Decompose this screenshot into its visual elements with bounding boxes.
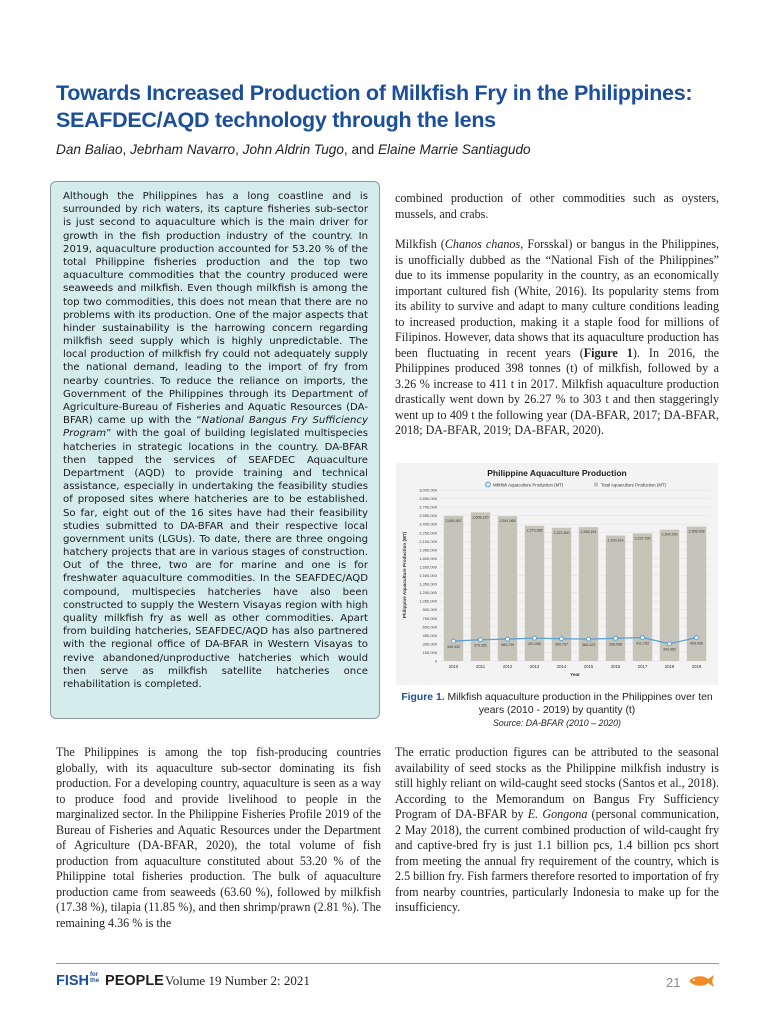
- abstract-text: Although the Philippines has a long coastline and is surrounded by rich waters, its capture fisheries sub-sector is just second to aquaculture which is the main driver for growth in the fish production industry of the country. In 2019, aquaculture production accounted for 53.20 % of the total Philippine fisheries production and the top two aquaculture commodities that the country produced were seaweeds and milkfish. Even though milkfish is among the top two commodities, this does not mean that there are no problems with its production. One of the major aspects that hinder sustainability is the harrowing concern regarding milkfish seed supply which is highly unpredictable. The local production of milkfish fry could not adequately supply the national demand, leading to the import of fry from nearby countries. To reduce the reliance on imports, the Government of the Philippines through its Department of Agriculture-Bureau of Fisheries and Aquatic Resources (DA-BFAR) came up with the “National Bangus Fry Sufficiency Program” with the goal of building legislated multispecies hatcheries in strategic locations in the country. DA-BFAR then tapped the services of SEAFDEC Aquaculture Department (AQD) to provide training and technical assistance, especially in undertaking the feasibility studies of proposed sites where hatcheries are to be established. So far, eight out of the 16 sites have had their feasibility studies submitted to DA-BFAR and their respective local government units (LGUs). To date, there are three ongoing hatchery projects that are in various stages of construction. Out of the three, two are for marine and one is for freshwater aquaculture commodities. In the SEAFDEC/AQD compound, multispecies hatcheries have also been constructed to supply the Western Visayas region with high quality milkfish fry as well as other commodities. Apart from building hatcheries, SEAFDEC/AQD has also partnered with the regional office of DA-BFAR in Western Visayas to revive abandoned/unproductive hatcheries which would then serve as milkfish satellite hatcheries once rehabilitation is completed.: [63, 191, 368, 690]
- legend-label-milkfish: Milkfish Aquaculture Production (MT): [493, 482, 564, 488]
- y-tick-label: 2,850,000: [419, 496, 437, 502]
- legend-marker-milkfish: [486, 482, 491, 487]
- y-tick-label: 1,050,000: [419, 598, 437, 604]
- x-tick-label: 2013: [529, 664, 540, 669]
- body-column-right-erratic: [395, 745, 719, 916]
- species-name: Chanos chanos: [444, 237, 521, 251]
- bar-data-label: 2,237,790: [634, 536, 651, 541]
- body-column-left: [56, 745, 381, 931]
- bar-data-label: 2,358,208: [688, 529, 705, 534]
- point-data-label: 411,153: [636, 641, 649, 646]
- fish-icon: [687, 974, 715, 988]
- point-data-label: 398,088: [609, 642, 622, 647]
- page-number: 21: [666, 975, 681, 990]
- y-tick-label: 1,200,000: [419, 590, 437, 596]
- point-milkfish-production: [479, 638, 483, 642]
- body-paragraph: Milkfish (Chanos chanos, Forsskal) or bangus in the Philippines, is unofficially dubbed as the “National Fish of the Philippines” due to its immense popularity in the country, as an economically important cultured fish (White, 2016). Its popularity stems from its ability to survive and adapt to many culture conditions leading to increased production, making it a staple food for millions of Filipinos. However, data shows that its aquaculture production has been fluctuating in recent years (Figure 1). In 2016, the Philippines produced 398 tonnes (t) of milkfish, followed by a 3.26 % increase to 411 t in 2017. Milkfish aquaculture production drastically went down by 26.27 % to 303 t and then staggeringly went up to 409 t the following year (DA-BFAR, 2017; DA-BFAR, 2018; DA-BFAR, 2019; DA-BFAR, 2020).: [395, 237, 719, 437]
- body-paragraph: The Philippines is among the top fish-producing countries globally, with its aquaculture sub-sector dominating its fish production. For a developing country, aquaculture is seen as a way to produce food and provide livelihood to people in the marginalized sector. In the Philippine Fisheries Profile 2019 of the Bureau of Fisheries and Aquatic Resources under the Department of Agriculture (DA-BFAR, 2020), the total volume of fish production from aquaculture constituted about 53.20 % of the Philippine total fisheries production. The bulk of aquaculture production came from seaweeds (63.60 %), followed by milkfish (17.38 %), tilapia (11.85 %), and then shrimp/prawn (2.81 %). The remaining 4.36 % is the: [56, 745, 381, 930]
- y-tick-label: 2,400,000: [419, 521, 437, 527]
- y-tick-label: 600,000: [422, 624, 437, 630]
- chart-title: Philippine Aquaculture Production: [487, 468, 627, 478]
- point-data-label: 409,906: [690, 641, 703, 646]
- point-data-label: 384,423: [582, 643, 595, 648]
- point-milkfish-production: [452, 639, 456, 643]
- y-tick-label: 750,000: [422, 615, 437, 621]
- x-tick-label: 2016: [610, 664, 621, 669]
- legend-marker-total: [594, 483, 598, 487]
- author-list: Dan Baliao, Jebrham Navarro, John Aldrin Tugo, and Elaine Marrie Santiagudo: [56, 142, 531, 157]
- y-tick-label: 2,700,000: [419, 504, 437, 510]
- y-tick-label: 2,550,000: [419, 513, 437, 519]
- point-milkfish-production: [614, 636, 618, 640]
- bar-data-label: 2,608,120: [472, 515, 489, 520]
- y-tick-label: 0: [434, 658, 437, 664]
- x-tick-label: 2014: [556, 664, 567, 669]
- point-milkfish-production: [668, 642, 672, 646]
- y-axis-label: Philippine Aquaculture Production (MT): [402, 531, 407, 619]
- y-tick-label: 2,250,000: [419, 530, 437, 536]
- bar-data-label: 2,545,967: [445, 518, 462, 523]
- title-line-2: SEAFDEC/AQD technology through the lens: [56, 108, 496, 132]
- person-name: E. Gongona: [527, 807, 588, 821]
- chart-svg: [396, 463, 718, 685]
- y-tick-label: 1,800,000: [419, 555, 437, 561]
- author-name: John Aldrin Tugo: [242, 142, 344, 157]
- x-tick-label: 2015: [583, 664, 594, 669]
- point-data-label: 384,739: [501, 643, 514, 648]
- point-data-label: 303,052: [663, 647, 676, 652]
- x-tick-label: 2012: [502, 664, 513, 669]
- x-axis-label: Year: [570, 672, 580, 677]
- point-data-label: 390,737: [555, 642, 568, 647]
- author-name: Jebrham Navarro: [130, 142, 236, 157]
- bar-data-label: 2,337,600: [553, 530, 570, 535]
- point-milkfish-production: [641, 636, 645, 640]
- point-milkfish-production: [695, 636, 699, 640]
- y-tick-label: 1,350,000: [419, 581, 437, 587]
- bar-data-label: 2,200,914: [607, 538, 624, 543]
- production-chart: [396, 463, 718, 685]
- x-tick-label: 2010: [448, 664, 459, 669]
- y-tick-label: 2,100,000: [419, 538, 437, 544]
- legend-label-total: Total Aquaculture Production (MT): [601, 482, 666, 488]
- figure-label: Figure 1.: [401, 692, 445, 703]
- program-name: National Bangus Fry Sufficiency Program: [63, 415, 368, 440]
- x-tick-label: 2017: [637, 664, 648, 669]
- y-tick-label: 1,650,000: [419, 564, 437, 570]
- y-tick-label: 300,000: [422, 641, 437, 647]
- article-title: [56, 80, 726, 134]
- figure-caption-text: Milkfish aquaculture production in the Philippines over ten years (2010 - 2019) by quantity (t): [444, 692, 713, 716]
- body-column-right-milkfish: [395, 237, 719, 439]
- x-tick-label: 2019: [691, 664, 702, 669]
- x-tick-label: 2018: [664, 664, 675, 669]
- point-data-label: 373,362: [474, 643, 487, 648]
- author-name: Dan Baliao: [56, 142, 123, 157]
- bar-total-production: [525, 526, 544, 661]
- abstract-box: [50, 181, 380, 719]
- y-tick-label: 1,950,000: [419, 547, 437, 553]
- point-milkfish-production: [587, 637, 591, 641]
- point-milkfish-production: [533, 636, 537, 640]
- y-tick-label: 900,000: [422, 607, 437, 613]
- bar-data-label: 2,373,386: [526, 528, 543, 533]
- bar-data-label: 2,541,965: [499, 519, 516, 524]
- point-milkfish-production: [506, 637, 510, 641]
- title-line-1: Towards Increased Production of Milkfish Fry in the Philippines:: [56, 81, 693, 105]
- figure-reference: Figure 1: [583, 345, 633, 360]
- body-paragraph: combined production of other commodities such as oysters, mussels, and crabs.: [395, 191, 719, 221]
- point-data-label: 349,432: [447, 645, 460, 650]
- figure-source: Source: DA-BFAR (2010 – 2020): [493, 718, 621, 728]
- y-tick-label: 450,000: [422, 632, 437, 638]
- body-paragraph: The erratic production figures can be attributed to the seasonal availability of seed stocks as the Philippine milkfish industry is still highly reliant on wild-caught seed stocks (Santos et al., 2018). According to the Memorandum on Bangus Fry Sufficiency Program of DA-BFAR by E. Gongona (personal communication, 2 May 2018), the current combined production of wild-caught fry and captive-bred fry is just 1.1 billion pcs, 1.4 billion pcs short from meeting the annual fry requirement of the country, which is 2.5 billion fry. Fish farmers therefore resorted to importation of fry from nearby countries, particularly Indonesia to make up for the insufficiency.: [395, 745, 719, 914]
- bar-data-label: 2,348,161: [580, 530, 597, 535]
- y-tick-label: 1,500,000: [419, 573, 437, 578]
- point-milkfish-production: [560, 637, 564, 641]
- x-tick-label: 2011: [475, 664, 486, 669]
- body-column-right-continuation: [395, 191, 719, 222]
- author-name: Elaine Marrie Santiagudo: [377, 142, 531, 157]
- y-tick-label: 150,000: [422, 649, 437, 655]
- footer-rule: [56, 963, 719, 964]
- figure-caption: [396, 692, 718, 731]
- magazine-logo: FISHfor the PEOPLE: [56, 972, 164, 989]
- y-tick-label: 3,000,000: [419, 487, 437, 493]
- point-data-label: 401,080: [528, 642, 541, 647]
- volume-info: Volume 19 Number 2: 2021: [165, 973, 310, 988]
- bar-data-label: 2,304,290: [661, 532, 678, 537]
